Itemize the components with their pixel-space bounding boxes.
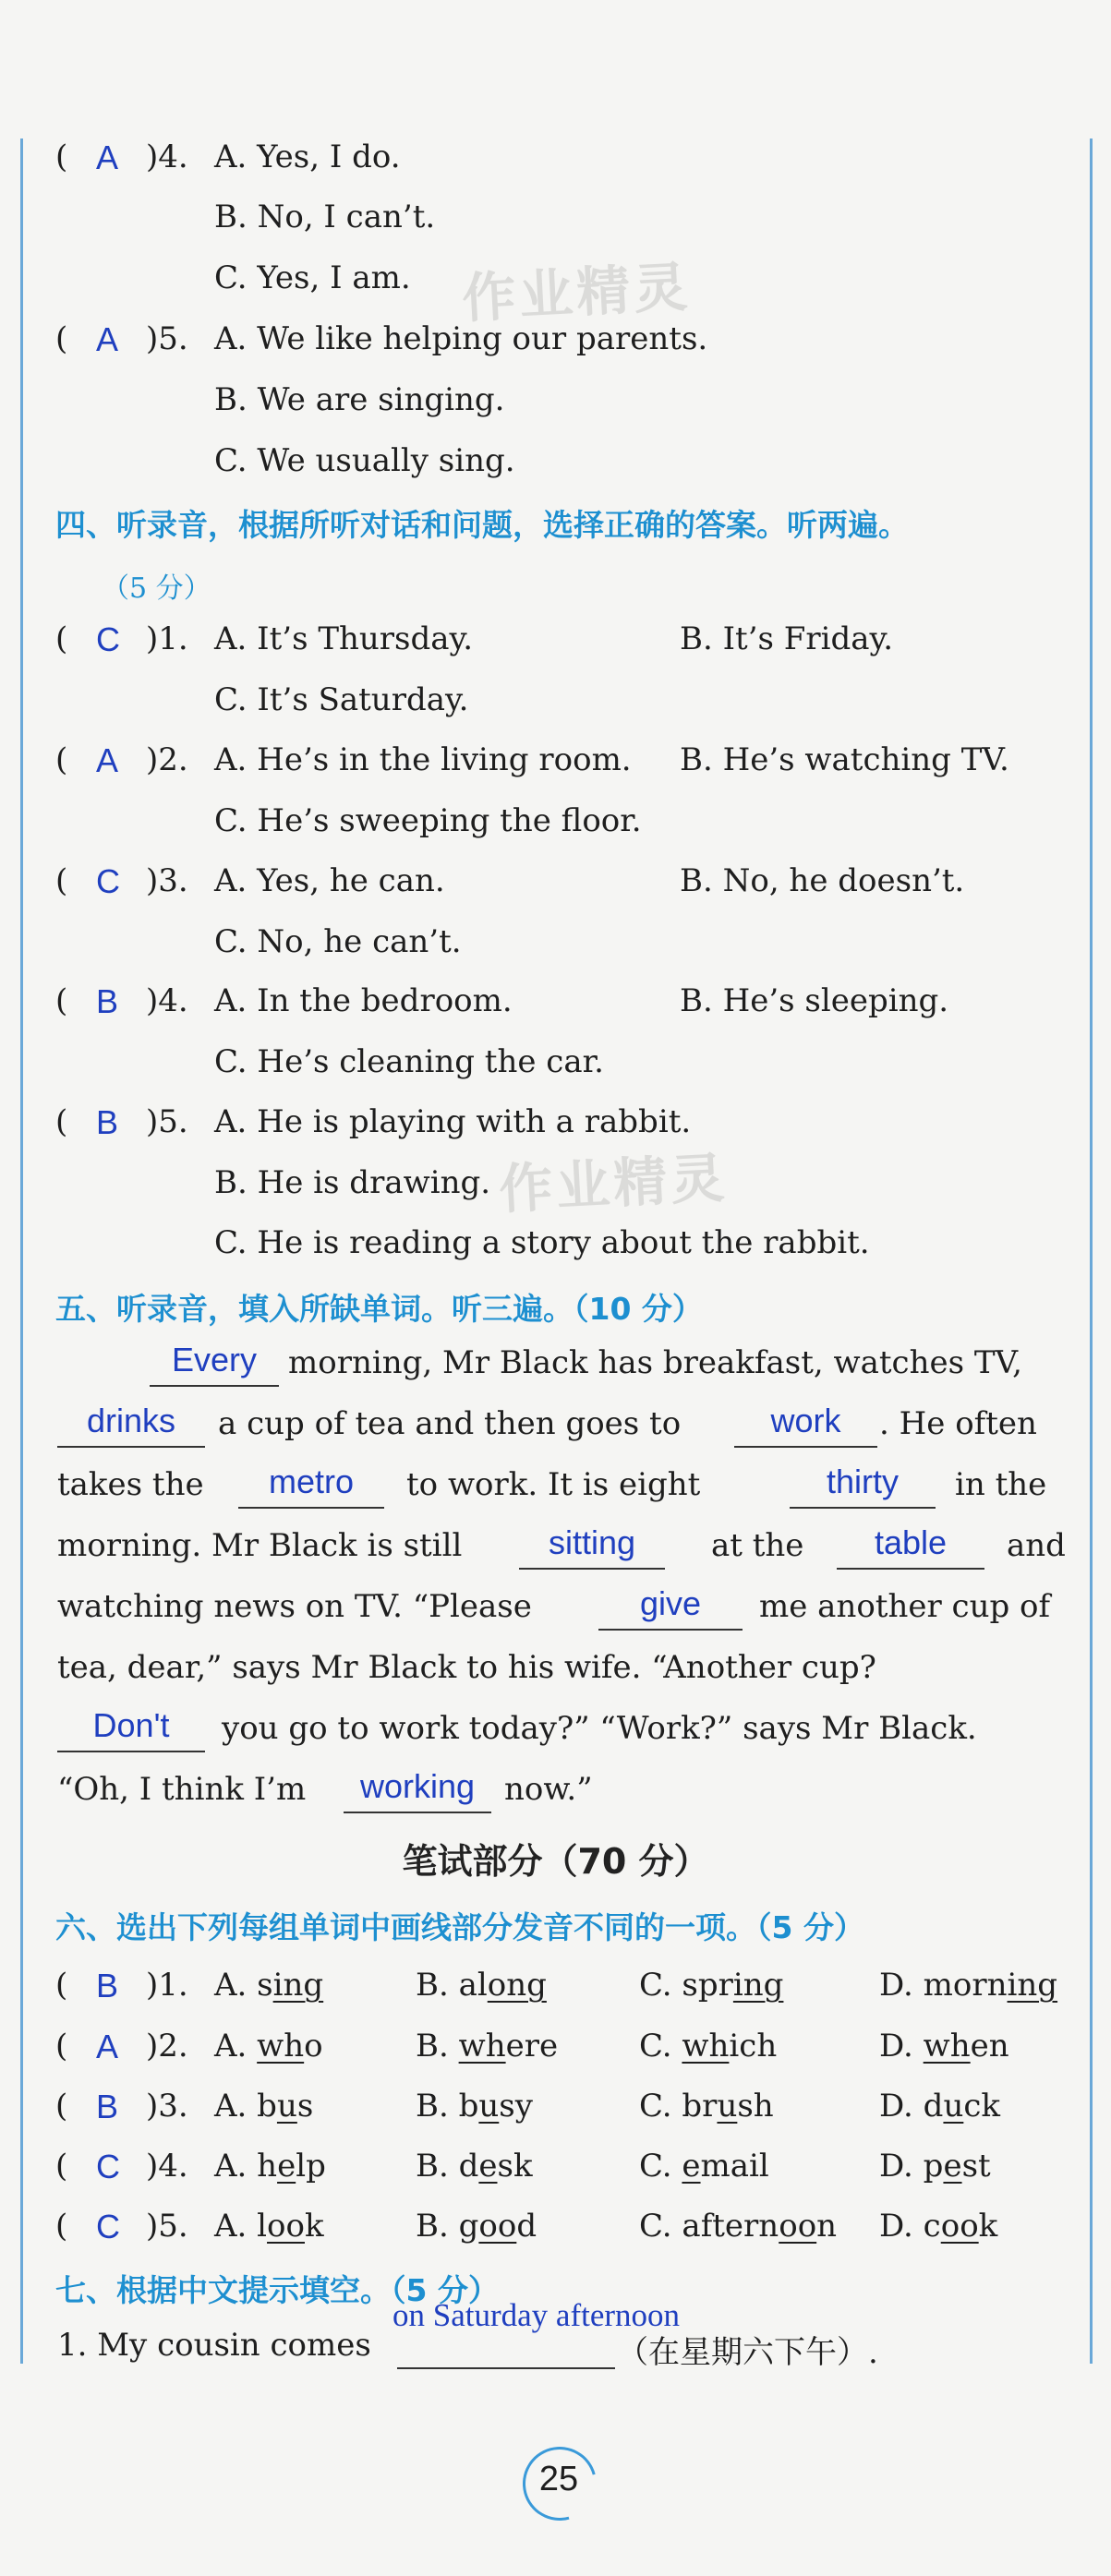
section-7-title: 七、根据中文提示填空。（5 分）	[55, 2272, 499, 2308]
fill-answer: thirty	[826, 1463, 899, 1500]
passage-text: and	[1007, 1527, 1066, 1564]
option-c: C. email	[639, 2148, 769, 2185]
fill-answer: Don't	[92, 1706, 170, 1744]
option-b: B. No, I can’t.	[214, 199, 436, 235]
passage-text: “Oh, I think I’m	[57, 1771, 307, 1808]
fill-answer: drinks	[86, 1402, 176, 1439]
option-a: A. In the bedroom.	[214, 982, 513, 1019]
passage-text: in the	[955, 1466, 1047, 1503]
section-4-title: 四、听录音，根据所听对话和问题，选择正确的答案。听两遍。	[55, 507, 909, 543]
blank-line	[57, 1446, 205, 1448]
option-b: B. No, he doesn’t.	[680, 862, 965, 899]
passage-text: morning, Mr Black has breakfast, watches TV,	[288, 1344, 1022, 1381]
blank-line	[344, 1812, 491, 1813]
answer-mark: B	[96, 982, 119, 1020]
fill-answer: give	[639, 1584, 702, 1622]
watermark: 作业精灵	[460, 255, 693, 331]
page-number: 25	[526, 2447, 591, 2511]
option-c: C. afternoon	[639, 2208, 838, 2245]
option-b: B. He is drawing.	[214, 1164, 491, 1201]
option-a: A. bus	[214, 2088, 314, 2125]
option-d: D. morning	[879, 1967, 1058, 2004]
option-b: B. It’s Friday.	[680, 620, 894, 657]
fill-answer: table	[874, 1523, 948, 1561]
option-a: A. Yes, I do.	[214, 138, 401, 175]
watermark: 作业精灵	[497, 1146, 730, 1222]
option-c: C. He’s sweeping the floor.	[214, 802, 642, 839]
answer-mark: C	[96, 862, 120, 900]
answer-mark: B	[96, 2088, 119, 2125]
option-c: C. It’s Saturday.	[214, 681, 469, 718]
passage-text: . He often	[879, 1405, 1037, 1442]
blank-line	[57, 1751, 205, 1752]
option-d: D. pest	[879, 2148, 991, 2185]
passage-text: morning. Mr Black is still	[57, 1527, 463, 1564]
answer-mark: A	[96, 2028, 119, 2065]
option-d: D. duck	[879, 2088, 1000, 2125]
option-b: B. busy	[416, 2088, 533, 2125]
section-6-title: 六、选出下列每组单词中画线部分发音不同的一项。（5 分）	[55, 1909, 864, 1945]
option-a: A. Yes, he can.	[214, 862, 445, 899]
option-a: A. It’s Thursday.	[214, 620, 474, 657]
passage-text: at the	[711, 1527, 804, 1564]
left-border-line	[20, 138, 23, 2364]
written-part-title: 笔试部分（70 分）	[402, 1841, 709, 1882]
passage-text: now.”	[504, 1771, 593, 1808]
blank-line	[837, 1568, 984, 1570]
blank-line	[397, 2367, 615, 2369]
passage-text: takes the	[57, 1466, 204, 1503]
fill-answer: on Saturday afternoon	[392, 2297, 681, 2333]
option-a: A. help	[214, 2148, 326, 2185]
passage-text: watching news on TV. “Please	[57, 1588, 532, 1625]
option-d: D. when	[879, 2028, 1009, 2064]
option-b: B. He’s sleeping.	[680, 982, 949, 1019]
answer-mark: C	[96, 620, 120, 658]
answer-mark: A	[96, 138, 119, 176]
answer-mark: A	[96, 741, 119, 779]
answer-mark: A	[96, 320, 119, 358]
option-a: A. He is playing with a rabbit.	[214, 1103, 692, 1140]
option-a: A. who	[214, 2028, 323, 2064]
fill-answer: metro	[268, 1463, 355, 1500]
blank-line	[790, 1507, 936, 1509]
option-b: B. desk	[416, 2148, 533, 2185]
answer-mark: C	[96, 2148, 120, 2185]
answer-mark: B	[96, 1103, 119, 1141]
option-a: A. look	[214, 2208, 324, 2245]
right-border-line	[1090, 138, 1093, 2364]
fill-answer: work	[770, 1402, 841, 1439]
answer-mark: C	[96, 2208, 120, 2245]
passage-text: a cup of tea and then goes to	[218, 1405, 682, 1442]
passage-text: tea, dear,” says Mr Black to his wife. “Another cup?	[57, 1649, 876, 1686]
option-c: C. We usually sing.	[214, 442, 515, 479]
passage-text: you go to work today?” “Work?” says Mr Black.	[222, 1710, 977, 1747]
option-a: A. He’s in the living room.	[214, 741, 632, 778]
blank-line	[238, 1507, 384, 1509]
section-4-score: （5 分）	[102, 572, 211, 605]
option-c: C. spring	[639, 1967, 784, 2004]
fill-answer: working	[359, 1767, 476, 1805]
blank-line	[598, 1629, 743, 1631]
option-b: B. along	[416, 1967, 547, 2004]
option-c: C. He’s cleaning the car.	[214, 1043, 604, 1080]
option-b: B. good	[416, 2208, 537, 2245]
option-c: C. Yes, I am.	[214, 259, 411, 296]
passage-text: me another cup of	[759, 1588, 1051, 1625]
fill-answer: sitting	[548, 1523, 636, 1561]
section-7-q1-hint: （在星期六下午）.	[617, 2334, 878, 2371]
fill-answer: Every	[171, 1341, 258, 1378]
option-c: C. which	[639, 2028, 778, 2064]
option-c: C. No, he can’t.	[214, 923, 462, 960]
blank-line	[734, 1446, 877, 1448]
option-b: B. He’s watching TV.	[680, 741, 1009, 778]
option-d: D. cook	[879, 2208, 998, 2245]
blank-line	[519, 1568, 665, 1570]
option-a: A. sing	[214, 1967, 324, 2004]
passage-text: to work. It is eight	[406, 1466, 701, 1503]
option-b: B. where	[416, 2028, 559, 2064]
option-a: A. We like helping our parents.	[214, 320, 708, 357]
option-c: C. brush	[639, 2088, 774, 2125]
option-c: C. He is reading a story about the rabbit.	[214, 1224, 870, 1261]
blank-line	[150, 1385, 279, 1387]
answer-mark: B	[96, 1967, 119, 2004]
section-7-q1-prefix: 1. My cousin comes	[57, 2327, 371, 2364]
section-5-title: 五、听录音，填入所缺单词。听三遍。（10 分）	[55, 1291, 703, 1327]
option-b: B. We are singing.	[214, 381, 505, 418]
